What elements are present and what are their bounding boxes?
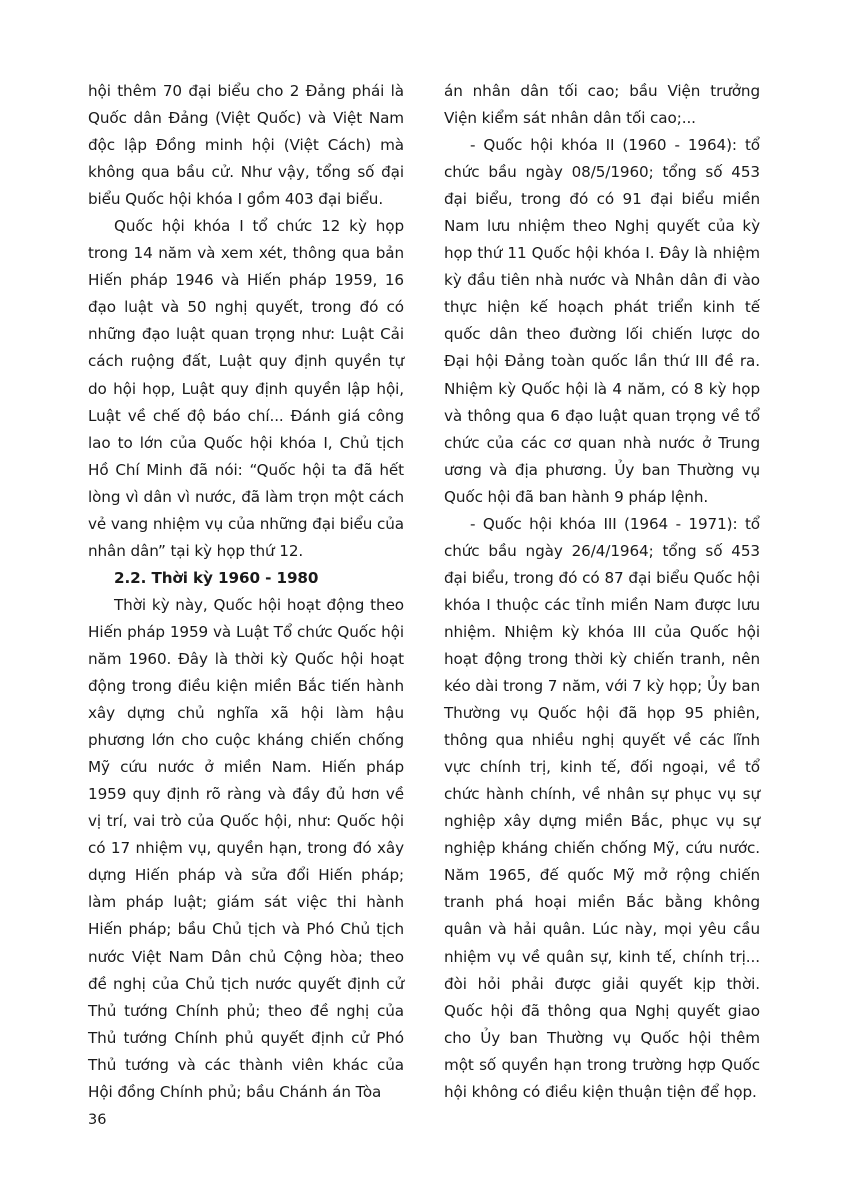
right-column [444,78,760,1101]
paragraph: Quốc hội khóa I tổ chức 12 kỳ họp trong 14 năm và xem xét, thông qua bản Hiến pháp 1946 và Hiến pháp 1959, 16 đạo luật và 50 nghị quyết, trong đó có những đạo luật quan trọng như: Luật Cải cách ruộng đất, Luật quy định quyền tự do hội họp, Luật quy định quyền lập hội, Luật về chế độ báo chí... Đánh giá công lao to lớn của Quốc hội khóa I, Chủ tịch Hồ Chí Minh đã nói: “Quốc hội ta đã hết lòng vì dân vì nước, đã làm trọn một cách vẻ vang nhiệm vụ của những đại biểu của nhân dân” tại kỳ họp thứ 12. [88,217,404,560]
paragraph: hội thêm 70 đại biểu cho 2 Đảng phái là Quốc dân Đảng (Việt Quốc) và Việt Nam độc lập Đồng minh hội (Việt Cách) mà không qua bầu cử. Như vậy, tổng số đại biểu Quốc hội khóa I gồm 403 đại biểu. [88,82,404,209]
paragraph: - Quốc hội khóa III (1964 - 1971): tổ chức bầu ngày 26/4/1964; tổng số 453 đại biểu, trong đó có 87 đại biểu Quốc hội khóa I thuộc các tỉnh miền Nam được lưu nhiệm. Nhiệm kỳ khóa III của Quốc hội hoạt động trong thời kỳ chiến tranh, nên kéo dài trong 7 năm, với 7 kỳ họp; Ủy ban Thường vụ Quốc hội đã họp 95 phiên, thông qua nhiều nghị quyết về các lĩnh vực chính trị, kinh tế, đối ngoại, về tổ chức hành chính, về nhân sự phục vụ sự nghiệp xây dựng miền Bắc, phục vụ sự nghiệp kháng chiến chống Mỹ, cứu nước. Năm 1965, đế quốc Mỹ mở rộng chiến tranh phá hoại miền Bắc bằng không quân và hải quân. Lúc này, mọi yêu cầu nhiệm vụ về quân sự, kinh tế, chính trị... đòi hỏi phải được giải quyết kịp thời. Quốc hội đã thông qua Nghị quyết giao cho Ủy ban Thường vụ Quốc hội thêm một số quyền hạn trong trường hợp Quốc hội không có điều kiện thuận tiện để họp. [444,514,760,1101]
paragraph: án nhân dân tối cao; bầu Viện trưởng Viện kiểm sát nhân dân tối cao;... [444,82,760,128]
page-number: 36 [88,1112,107,1128]
left-column [88,78,404,1101]
two-column-body [88,78,760,1101]
paragraph: - Quốc hội khóa II (1960 - 1964): tổ chức bầu ngày 08/5/1960; tổng số 453 đại biểu, trong đó có 91 đại biểu miền Nam lưu nhiệm theo Nghị quyết của kỳ họp thứ 11 Quốc hội khóa I. Đây là nhiệm kỳ đầu tiên nhà nước và Nhân dân đi vào thực hiện kế hoạch phát triển kinh tế quốc dân theo đường lối chiến lược do Đại hội Đảng toàn quốc lần thứ III đề ra. Nhiệm kỳ Quốc hội là 4 năm, có 8 kỳ họp và thông qua 6 đạo luật quan trọng về tổ chức của các cơ quan nhà nước ở Trung ương và địa phương. Ủy ban Thường vụ Quốc hội đã ban hành 9 pháp lệnh. [444,136,760,506]
section-heading: 2.2. Thời kỳ 1960 - 1980 [114,568,319,587]
paragraph: Thời kỳ này, Quốc hội hoạt động theo Hiến pháp 1959 và Luật Tổ chức Quốc hội năm 1960. Đây là thời kỳ Quốc hội hoạt động trong điều kiện miền Bắc tiến hành xây dựng chủ nghĩa xã hội làm hậu phương lớn cho cuộc kháng chiến chống Mỹ cứu nước ở miền Nam. Hiến pháp 1959 quy định rõ ràng và đầy đủ hơn về vị trí, vai trò của Quốc hội, như: Quốc hội có 17 nhiệm vụ, quyền hạn, trong đó xây dựng Hiến pháp và sửa đổi Hiến pháp; làm pháp luật; giám sát việc thi hành Hiến pháp; bầu Chủ tịch và Phó Chủ tịch nước Việt Nam Dân chủ Cộng hòa; theo đề nghị của Chủ tịch nước quyết định cử Thủ tướng Chính phủ; theo đề nghị của Thủ tướng Chính phủ quyết định cử Phó Thủ tướng và các thành viên khác của Hội đồng Chính phủ; bầu Chánh án Tòa [88,595,404,1101]
